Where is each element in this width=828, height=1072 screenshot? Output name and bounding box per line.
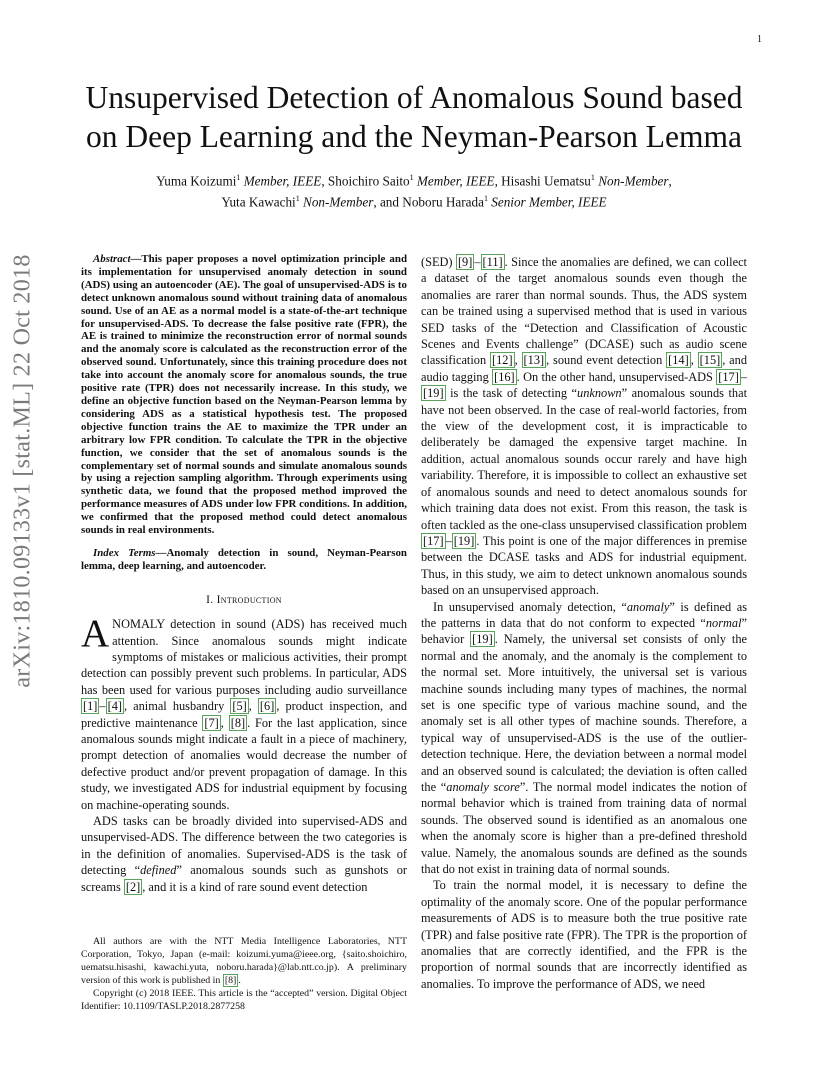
abstract-label: Abstract: [93, 253, 131, 265]
author-role: Non-Member: [303, 194, 374, 210]
author-list: Yuma Koizumi$^1$ Member, IEEE, Shoichiro Saito$^1$ Member, IEEE, Hisashi Uematsu$^1$ Non-Member, Yuta Kawachi$^1$ Non-Member, and Noboru Harada$^1$ Senior Member, IEEE: [156, 173, 672, 210]
section-numeral: I.: [206, 593, 217, 606]
citation-link[interactable]: [17]: [718, 369, 739, 384]
text-run: . For the last application, since anomalous sounds might indicate a fault in a piece of machinery, prompt detection of anomalies would decrease the number of defective product and/or prevent propagation of damage. In this study, we investigated ADS for industrial equipment by focusing on machine-operating sounds.: [81, 715, 407, 812]
citation-link[interactable]: [19]: [453, 533, 475, 548]
drop-cap: A: [81, 612, 110, 656]
arxiv-stamp: [4, 254, 42, 688]
author-role: Senior Member, IEEE: [491, 194, 607, 210]
text-run: ,: [514, 353, 522, 368]
affiliation-mark: 1: [409, 173, 414, 182]
citation-link[interactable]: [8]: [230, 715, 246, 730]
citation-link[interactable]: [4]: [107, 699, 122, 714]
text-run: , and audio tagging: [421, 353, 748, 384]
author-name: Hisashi Uematsu: [501, 173, 591, 189]
text-run: , and it is a kind of rare sound event detection: [142, 879, 368, 894]
text-run: ,: [220, 715, 229, 730]
text-run: In unsupervised anomaly detection, “: [433, 599, 627, 614]
text-run: ” anomalous sounds such as gunshots or screams: [81, 863, 407, 894]
author-name: Noboru Harada: [402, 194, 484, 210]
citation-link[interactable]: [11]: [482, 255, 503, 269]
text-run: ” is defined as the patterns in data that do not conform to expected “: [421, 599, 748, 630]
right-paragraph-3: To train the normal model, it is necessary to define the optimality of the anomaly score. One of the popular performance measurements of ADS is to measure both the true positive rate (TPR) and false positive rate (FPR). The TPR is the proportion of anomalies that are correctly identified, and the FPR is the proportion of normal sounds that are incorrectly identified as anomalies. To improve the performance of ADS, we need: [421, 878, 747, 991]
arxiv-stamp-text: arXiv:1810.09133v1 [stat.ML] 22 Oct 2018: [9, 254, 36, 688]
citation-link[interactable]: [15]: [699, 353, 721, 368]
citation-link[interactable]: [9]: [457, 255, 473, 269]
text-run: All authors are with the NTT Media Intelligence Laboratories, NTT Corporation, Tokyo, Japan (e-mail: koizumi.yuma@ieee.org, {saito.shoichiro, uematsu.hisashi, kawachi.yuta, noboru.harada}@lab.ntt.co.jp). A preliminary version of this work is published in: [81, 936, 407, 986]
citation-link[interactable]: [17]: [423, 533, 444, 548]
text-run: NOMALY detection in sound (ADS) has received much attention. Since anomalous sounds might indicate symptoms of mistakes or malicious activities, their prompt detection can possibly prevent such problems. In particular, ADS has been used for various purposes including audio surveillance: [81, 617, 407, 697]
author-name: Shoichiro Saito: [327, 173, 410, 189]
emphasis: anomaly score: [446, 780, 520, 794]
text-run: . Since the anomalies are defined, we can collect a dataset of the target anomalous sounds even though the anomalies are rarer than normal sounds. Thus, the ADS system can be trained using a supervised method that is used in various SED tasks of the “Detection and Classification of Acoustic Scenes and Events challenge” (DCASE) such as audio scene classification: [421, 255, 747, 368]
author-name: Yuma Koizumi: [156, 173, 237, 189]
title-line-2: on Deep Learning and the Neyman-Pearson Lemma: [85, 119, 742, 154]
text-run: ” anomalous sounds that have not been observed. In the case of real-world factories, from the view of the development cost, it is impracticable to deliberately be damaged the expensive target machine. In addition, actual anomalous sounds occur rarely and have high variability. Therefore, it is impossible to collect an exhaustive set of anomalous sounds and need to detect anomalous sounds for which training data does not exist. From this reason, the task is often tackled as the one-class unsupervised classification problem: [421, 386, 747, 532]
intro-paragraph-2: [81, 813, 407, 895]
citation-link[interactable]: [5]: [232, 699, 247, 714]
emphasis: defined: [140, 863, 177, 878]
citation-link[interactable]: [19]: [423, 386, 444, 401]
footnote-copyright: Copyright (c) 2018 IEEE. This article is the “accepted” version. Digital Object Identifier: 10.1109/TASLP.2018.2877258: [81, 987, 407, 1012]
citation-link[interactable]: [12]: [492, 353, 513, 368]
affiliation-mark: 1: [295, 194, 300, 204]
title-line-1: Unsupervised Detection of Anomalous Sound based: [85, 80, 743, 115]
text-run: ” behavior: [421, 615, 747, 647]
right-column: [421, 254, 747, 992]
section-title: Introduction: [216, 593, 282, 606]
text-run: ”. The normal model indicates the notion of normal behavior which is trained from training data of normal sounds. The observed sound is identified as an anomalous one when the anomaly score is higher than a pre-defined threshold value. Namely, the anomalous sounds are defined as the sounds that do not exist in training data of normal sounds.: [421, 780, 748, 877]
intro-paragraph-1: [81, 612, 408, 813]
index-terms-text: —Anomaly detection in sound, Neyman-Pearson lemma, deep learning, and autoencoder.: [81, 546, 407, 572]
text-run: –: [99, 699, 106, 714]
text-run: ,: [690, 353, 698, 368]
text-run: ,: [248, 699, 258, 714]
citation-link[interactable]: [13]: [523, 353, 545, 368]
author-name: Yuta Kawachi: [221, 194, 296, 210]
right-paragraph-2: [421, 599, 747, 878]
citation-link[interactable]: [1]: [83, 699, 98, 714]
emphasis: normal: [705, 615, 742, 630]
author-role: Member, IEEE: [416, 173, 495, 189]
affiliation-mark: 1: [236, 173, 241, 182]
footnote-affiliation: [81, 936, 407, 988]
text-run: , product inspection, and predictive maintenance: [81, 699, 408, 730]
author-role: Non-Member: [598, 173, 669, 189]
index-terms: [81, 547, 407, 573]
emphasis: anomaly: [626, 599, 670, 614]
text-run: (SED): [421, 255, 456, 269]
abstract: [81, 253, 407, 537]
text-run: –: [740, 369, 747, 384]
citation-link[interactable]: [8]: [224, 974, 237, 986]
text-run: , animal husbandry: [123, 699, 231, 714]
index-terms-label: Index Terms: [93, 546, 156, 559]
page-number: 1: [757, 34, 762, 45]
author-role: Member, IEEE: [243, 173, 322, 189]
text-run: . Namely, the universal set consists of only the normal and the anomaly, and the anomaly is the complement to the normal set. More intuitively, the universal set is various machine sounds including many types of machines, the normal set is one specific type of various machine sound, and the anomaly set is all other types of machine sounds. Therefore, a typical way of unsupervised-ADS is the use of the outlier-detection technique. Here, the deviation between a normal model and an observed sound is calculated; the deviation is often called the “: [421, 632, 747, 794]
text-run: . On the other hand, unsupervised-ADS: [516, 369, 717, 384]
text-run: , sound event detection: [546, 353, 667, 368]
affiliation-mark: 1: [483, 194, 488, 204]
text-run: .: [238, 974, 241, 986]
citation-link[interactable]: [14]: [668, 353, 689, 368]
text-run: . This point is one of the major differences in premise between the DCASE tasks and ADS for industrial equipment. Thus, in this study, we aim to detect unknown anomalous sounds based on an unsupervised approach.: [421, 533, 747, 598]
left-column: [81, 253, 407, 895]
emphasis: unknown: [577, 386, 622, 401]
text-run: is the task of detecting “: [445, 386, 578, 401]
text-run: ADS tasks can be broadly divided into supervised-ADS and unsupervised-ADS. The difference between the two categories is in the definition of anomalies. Supervised-ADS is the task of detecting “: [81, 814, 407, 878]
affiliation-mark: 1: [590, 173, 595, 182]
footnote: [81, 936, 407, 1013]
citation-link[interactable]: [19]: [472, 632, 493, 647]
text-run: –: [474, 255, 481, 269]
citation-link[interactable]: [16]: [494, 369, 515, 384]
citation-link[interactable]: [2]: [125, 879, 141, 894]
text-run: –: [445, 533, 452, 548]
right-paragraph-1: [421, 254, 747, 599]
paper-title: [40, 78, 788, 156]
citation-link[interactable]: [7]: [204, 715, 219, 730]
abstract-text: —This paper proposes a novel optimization principle and its implementation for unsupervised anomaly detection in sound (ADS) using an autoencoder (AE). The goal of unsupervised-ADS is to detect unknown anomalous sound without training data of anomalous sound. Use of an AE as a normal model is a state-of-the-art technique for unsupervised-ADS. To decrease the false positive rate (FPR), the AE is trained to minimize the reconstruction error of normal sounds and the anomaly score is calculated as the reconstruction error of the observed sound. Unfortunately, since this training procedure does not take into account the anomaly score for anomalous sounds, the true positive rate (TPR) does not necessarily increase. In this study, we define an objective function based on the Neyman-Pearson lemma by considering ADS as a statistical hypothesis test. The proposed objective function trains the AE to maximize the TPR under an arbitrary low FPR condition. To calculate the TPR in the objective function, we consider that the set of anomalous sounds is the complementary set of normal sounds and simulate anomalous sounds by using a rejection sampling algorithm. Through experiments using synthetic data, we found that the proposed method improved the performance measures of ADS under low FPR conditions. In addition, we confirmed that the proposed method could detect anomalous sounds in real environments.: [81, 253, 407, 537]
section-heading: [81, 592, 407, 608]
citation-link[interactable]: [6]: [259, 699, 275, 714]
